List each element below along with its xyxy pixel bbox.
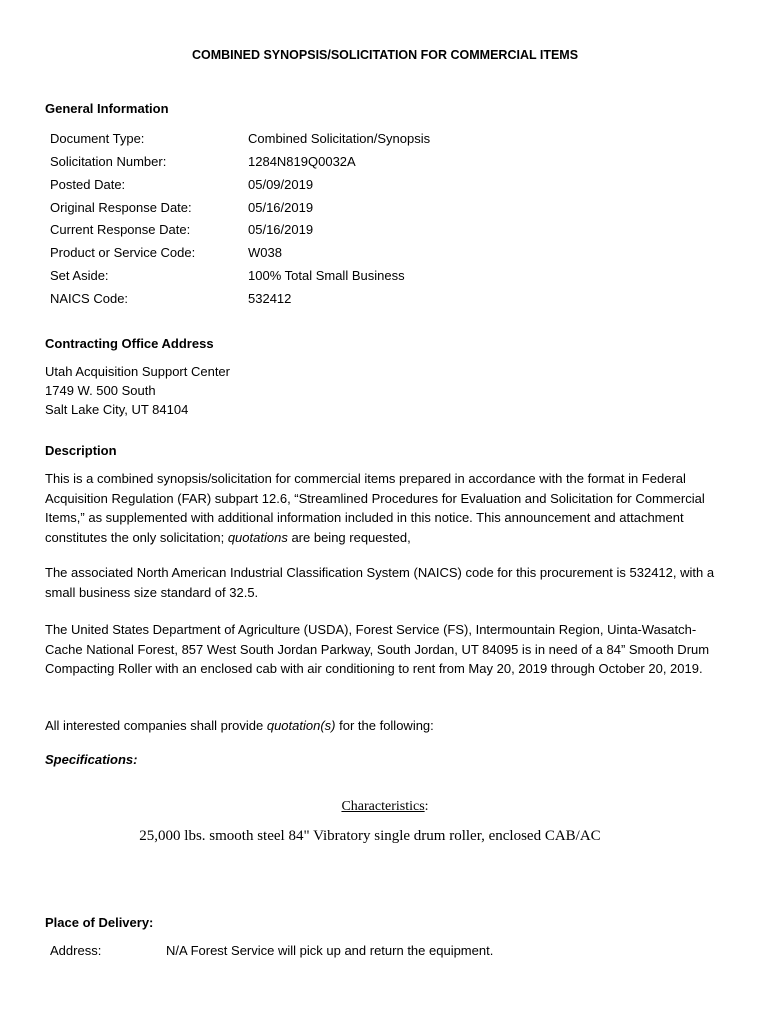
info-label: Solicitation Number: bbox=[50, 154, 167, 169]
info-value: 100% Total Small Business bbox=[248, 268, 405, 283]
characteristics-colon: : bbox=[424, 799, 429, 814]
paragraph-text: are being requested, bbox=[287, 529, 411, 545]
characteristics-item: 25,000 lbs. smooth steel 84" Vibratory single drum roller, enclosed CAB/AC bbox=[139, 828, 601, 844]
info-value: 05/16/2019 bbox=[248, 222, 314, 237]
paragraph-emphasis: quotation(s) bbox=[266, 718, 336, 733]
info-label: Document Type: bbox=[50, 131, 145, 146]
info-row-original-response-date bbox=[50, 200, 730, 220]
info-value: 1284N819Q0032A bbox=[248, 154, 356, 169]
document-title: COMBINED SYNOPSIS/SOLICITATION FOR COMMERCIAL ITEMS bbox=[191, 48, 579, 62]
info-row-document-type bbox=[50, 131, 730, 151]
delivery-address-label: Address: bbox=[50, 943, 102, 958]
info-value: Combined Solicitation/Synopsis bbox=[248, 131, 431, 146]
specifications-heading: Specifications: bbox=[45, 752, 138, 767]
place-of-delivery-heading: Place of Delivery: bbox=[45, 915, 154, 930]
general-information-heading: General Information bbox=[45, 101, 169, 116]
description-heading: Description bbox=[45, 443, 117, 458]
info-value: 05/16/2019 bbox=[248, 200, 314, 215]
info-value: 532412 bbox=[248, 291, 292, 306]
info-row-naics-code bbox=[50, 291, 730, 311]
contracting-office-address bbox=[45, 362, 230, 419]
address-line: 1749 W. 500 South bbox=[45, 383, 156, 398]
info-row-product-service-code bbox=[50, 245, 730, 265]
address-line: Salt Lake City, UT 84104 bbox=[45, 402, 189, 417]
info-row-set-aside bbox=[50, 268, 730, 288]
info-label: Set Aside: bbox=[50, 268, 109, 283]
address-line: Utah Acquisition Support Center bbox=[45, 364, 230, 379]
paragraph-text: for the following: bbox=[335, 718, 434, 733]
info-row-solicitation-number bbox=[50, 154, 730, 174]
info-label: Posted Date: bbox=[50, 177, 126, 192]
paragraph-text: All interested companies shall provide bbox=[45, 718, 267, 733]
info-label: Product or Service Code: bbox=[50, 245, 196, 260]
description-paragraph-4 bbox=[45, 716, 725, 736]
description-paragraph-1 bbox=[45, 469, 725, 547]
info-label: NAICS Code: bbox=[50, 291, 129, 306]
info-value: 05/09/2019 bbox=[248, 177, 314, 192]
characteristics-heading bbox=[0, 799, 770, 815]
info-label: Current Response Date: bbox=[50, 222, 191, 237]
description-paragraph-3: The United States Department of Agriculture (USDA), Forest Service (FS), Intermountain Region, Uinta-Wasatch-Cache National Forest, 857 West South Jordan Parkway, South Jordan, UT 84095 is in need of a 84” Smooth Drum Compacting Roller with an enclosed cab with air conditioning to rent from May 20, 2019 through October 20, 2019. bbox=[45, 622, 710, 676]
delivery-address-value: N/A Forest Service will pick up and return the equipment. bbox=[166, 943, 494, 958]
info-row-posted-date bbox=[50, 177, 730, 197]
contracting-office-heading: Contracting Office Address bbox=[45, 336, 214, 351]
info-label: Original Response Date: bbox=[50, 200, 192, 215]
description-paragraph-2: The associated North American Industrial Classification System (NAICS) code for this procurement is 532412, with a small business size standard of 32.5. bbox=[45, 565, 715, 600]
info-value: W038 bbox=[248, 245, 282, 260]
info-row-current-response-date bbox=[50, 222, 730, 242]
paragraph-text: This is a combined synopsis/solicitation for commercial items prepared in accordance with the format in Federal Acquisition Regulation (FAR) subpart 12.6, “Streamlined Procedures for Evaluation and Solicitation for Commercial Items,” as supplemented with additional information included in this notice. This announcement and attachment constitutes the only solicitation; bbox=[45, 471, 705, 545]
characteristics-label: Characteristics bbox=[341, 799, 425, 814]
paragraph-emphasis: quotations bbox=[227, 529, 288, 545]
